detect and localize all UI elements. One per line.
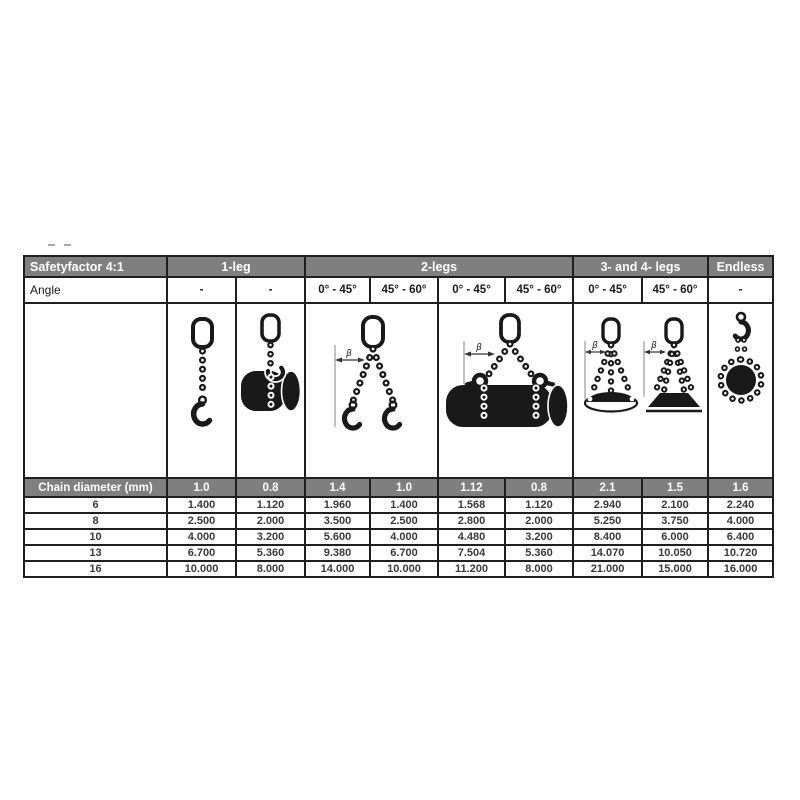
capacity-cell: 10.000 [370, 561, 438, 577]
capacity-cell: 4.000 [708, 513, 773, 529]
capacity-cell: 10.050 [642, 545, 708, 561]
angle-cell: 45° - 60° [642, 277, 708, 303]
chain-icon [744, 340, 745, 356]
capacity-cell: 1.400 [167, 497, 236, 513]
angle-row [24, 277, 773, 303]
capacity-cell: 4.480 [438, 529, 505, 545]
capacity-cell: 2.940 [573, 497, 642, 513]
two-leg-sling-figure [307, 309, 436, 469]
figure-cell [305, 303, 438, 478]
illustration-row [24, 303, 773, 478]
capacity-cell: 16.000 [708, 561, 773, 577]
capacity-cell: 1.568 [438, 497, 505, 513]
figure-cell [236, 303, 305, 478]
angle-cell: 45° - 60° [505, 277, 573, 303]
capacity-cell: 6.400 [708, 529, 773, 545]
capacity-cell: 3.500 [305, 513, 370, 529]
load-factor-row [24, 478, 773, 497]
capacity-cell: 8.000 [505, 561, 573, 577]
capacity-cell: 10.720 [708, 545, 773, 561]
master-link-icon [262, 315, 279, 341]
group-header-row [24, 256, 773, 277]
capacity-cell: 2.500 [167, 513, 236, 529]
master-link-icon [363, 317, 383, 347]
figure-cell [438, 303, 573, 478]
basket-hitch-drum-figure [440, 309, 571, 469]
angle-symbol-label: β [651, 341, 657, 351]
hook-icon [345, 402, 360, 428]
capacity-cell: 10.000 [167, 561, 236, 577]
chain-icon [737, 340, 738, 356]
capacity-cell: 2.000 [505, 513, 573, 529]
factor-cell: 1.6 [708, 478, 773, 497]
diameter-cell: 16 [24, 561, 167, 577]
capacity-cell: 6.700 [370, 545, 438, 561]
capacity-cell: 3.200 [236, 529, 305, 545]
capacity-cell: 9.380 [305, 545, 370, 561]
drum-end-cap [548, 385, 568, 427]
factor-cell: 1.12 [438, 478, 505, 497]
hook-icon [194, 397, 210, 424]
capacity-cell: 5.360 [505, 545, 573, 561]
chain-sling-capacity-table [23, 255, 774, 578]
group-header-2-legs: 2-legs [305, 256, 573, 277]
factor-cell: 0.8 [236, 478, 305, 497]
capacity-cell: 7.504 [438, 545, 505, 561]
endless-sling-figure [710, 309, 771, 469]
angle-cell: - [708, 277, 773, 303]
angle-symbol-label: β [476, 343, 482, 353]
group-header-endless: Endless [708, 256, 773, 277]
round-plate-load [585, 392, 637, 412]
table-row [24, 497, 773, 513]
factor-cell: 1.0 [167, 478, 236, 497]
hook-icon [385, 402, 400, 428]
capacity-cell: 1.960 [305, 497, 370, 513]
angle-cell: - [236, 277, 305, 303]
angle-cell: 0° - 45° [305, 277, 370, 303]
factor-cell: 0.8 [505, 478, 573, 497]
group-header-1-leg: 1-leg [167, 256, 305, 277]
capacity-cell: 14.000 [305, 561, 370, 577]
corner-header: Safetyfactor 4:1 [24, 256, 167, 277]
capacity-cell: 15.000 [642, 561, 708, 577]
figure-cell [708, 303, 773, 478]
capacity-cell: 8.400 [573, 529, 642, 545]
angle-symbol-label: β [592, 341, 598, 351]
diameter-cell: 8 [24, 513, 167, 529]
angle-cell: - [167, 277, 236, 303]
capacity-cell: 2.000 [236, 513, 305, 529]
chain-leg-left [484, 344, 510, 381]
capacity-cell: 8.000 [236, 561, 305, 577]
capacity-cell: 14.070 [573, 545, 642, 561]
capacity-cell: 11.200 [438, 561, 505, 577]
angle-symbol-label: β [346, 349, 352, 359]
master-link-icon [666, 319, 682, 343]
hook-icon [735, 313, 748, 339]
angle-row-label: Angle [24, 277, 167, 303]
diameter-cell: 13 [24, 545, 167, 561]
table-row [24, 529, 773, 545]
diameter-cell: 6 [24, 497, 167, 513]
master-link-icon [603, 319, 619, 343]
master-link-icon [501, 315, 519, 342]
capacity-cell: 5.250 [573, 513, 642, 529]
group-header-3-4-legs: 3- and 4- legs [573, 256, 708, 277]
figure-cell [167, 303, 236, 478]
capacity-cell: 5.600 [305, 529, 370, 545]
capacity-cell: 3.200 [505, 529, 573, 545]
capacity-cell: 3.750 [642, 513, 708, 529]
capacity-cell: 2.240 [708, 497, 773, 513]
figure-cell [573, 303, 708, 478]
plate-load [646, 393, 702, 411]
diameter-cell: 10 [24, 529, 167, 545]
angle-cell: 0° - 45° [573, 277, 642, 303]
single-leg-sling-figure [169, 309, 234, 469]
capacity-cell: 4.000 [370, 529, 438, 545]
capacity-cell: 2.100 [642, 497, 708, 513]
capacity-cell: 6.000 [642, 529, 708, 545]
table-row [24, 545, 773, 561]
capacity-cell: 1.120 [236, 497, 305, 513]
angle-cell: 0° - 45° [438, 277, 505, 303]
capacity-cell: 2.800 [438, 513, 505, 529]
capacity-cell: 5.360 [236, 545, 305, 561]
master-link-icon [193, 319, 212, 347]
capacity-cell: 1.120 [505, 497, 573, 513]
multi-leg-sling-figure [575, 309, 706, 469]
table-row [24, 561, 773, 577]
factor-cell: 2.1 [573, 478, 642, 497]
table-row [24, 513, 773, 529]
capacity-cell: 2.500 [370, 513, 438, 529]
choke-hitch-drum-figure [238, 309, 303, 469]
angle-cell: 45° - 60° [370, 277, 438, 303]
crop-artifact-dash [48, 244, 55, 246]
factor-cell: 1.4 [305, 478, 370, 497]
factor-cell: 1.5 [642, 478, 708, 497]
endless-chain-loop [721, 360, 762, 401]
capacity-cell: 4.000 [167, 529, 236, 545]
factor-cell: 1.0 [370, 478, 438, 497]
capacity-cell: 1.400 [370, 497, 438, 513]
capacity-cell: 21.000 [573, 561, 642, 577]
crop-artifact-dash [64, 244, 71, 246]
chain-leg-right [510, 344, 536, 381]
capacity-cell: 6.700 [167, 545, 236, 561]
diameter-header: Chain diameter (mm) [24, 478, 167, 497]
empty-cell [24, 303, 167, 478]
